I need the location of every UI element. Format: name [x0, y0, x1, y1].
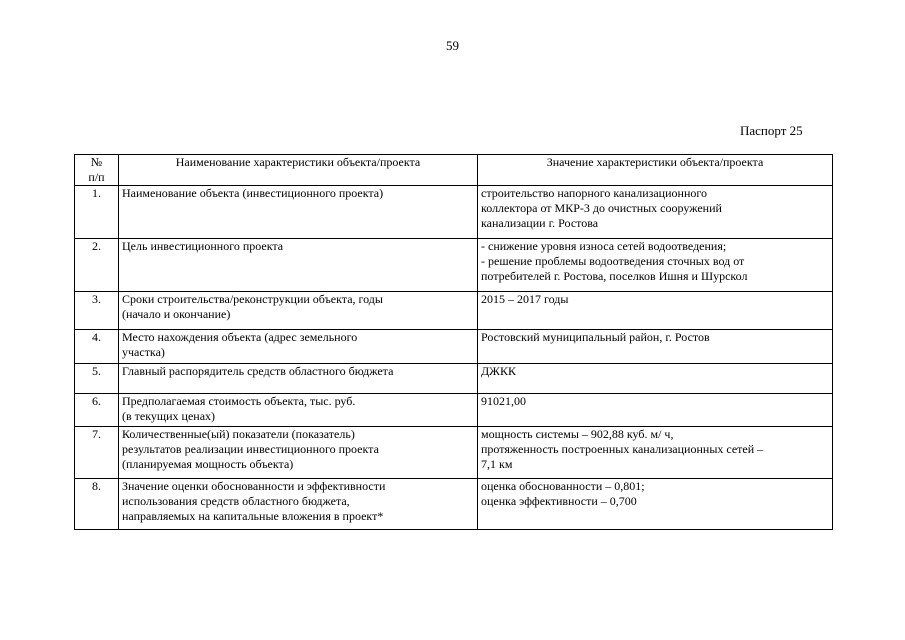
- table-row: [75, 394, 833, 427]
- passport-label: Паспорт 25: [740, 123, 803, 138]
- table-row: [75, 330, 833, 364]
- table-row: [75, 186, 833, 239]
- characteristic-value-line: коллектора от МКР-3 до очистных сооружений: [481, 201, 722, 215]
- characteristic-value-cell: [478, 479, 833, 530]
- characteristic-name-line: Наименование объекта (инвестиционного проекта): [122, 186, 384, 200]
- row-number-cell: 6.: [75, 394, 119, 427]
- characteristic-name-line: Главный распорядитель средств областного бюджета: [122, 364, 394, 378]
- characteristic-value-cell: [478, 292, 833, 330]
- characteristic-name-cell: [119, 479, 478, 530]
- characteristic-value-cell: [478, 330, 833, 364]
- characteristic-value-cell: [478, 427, 833, 479]
- table-row: [75, 479, 833, 530]
- characteristic-value-cell: [478, 186, 833, 239]
- characteristic-value-cell: [478, 364, 833, 394]
- characteristic-name-line: Место нахождения объекта (адрес земельного: [122, 330, 358, 344]
- characteristic-name-line: (начало и окончание): [122, 307, 231, 321]
- row-number-cell: 8.: [75, 479, 119, 530]
- characteristic-name-line: использования средств областного бюджета,: [122, 494, 350, 508]
- characteristic-name-line: Значение оценки обоснованности и эффективности: [122, 479, 386, 493]
- characteristic-value-line: Ростовский муниципальный район, г. Ростов: [481, 330, 710, 344]
- characteristic-value-line: ДЖКК: [481, 364, 516, 378]
- characteristic-value-cell: [478, 394, 833, 427]
- column-header-name: Наименование характеристики объекта/проекта: [119, 155, 478, 186]
- row-number-cell: 1.: [75, 186, 119, 239]
- characteristic-value-line: потребителей г. Ростова, поселков Ишня и Шурскол: [481, 269, 748, 283]
- passport-table: [74, 154, 833, 530]
- table-row: [75, 427, 833, 479]
- characteristic-name-cell: [119, 292, 478, 330]
- characteristic-name-cell: [119, 427, 478, 479]
- table-body: [75, 186, 833, 530]
- characteristic-value-line: 7,1 км: [481, 457, 513, 471]
- characteristic-name-cell: [119, 364, 478, 394]
- characteristic-value-line: 91021,00: [481, 394, 526, 408]
- column-header-number: [75, 155, 119, 186]
- characteristic-value-line: - решение проблемы водоотведения сточных вод от: [481, 254, 745, 268]
- characteristic-name-line: участка): [122, 345, 165, 359]
- characteristic-name-line: Цель инвестиционного проекта: [122, 239, 284, 253]
- column-header-value: Значение характеристики объекта/проекта: [478, 155, 833, 186]
- characteristic-name-cell: [119, 239, 478, 292]
- table-header-row: [75, 155, 833, 186]
- characteristic-value-line: оценка обоснованности – 0,801;: [481, 479, 645, 493]
- characteristic-value-line: канализации г. Ростова: [481, 216, 599, 230]
- row-number-cell: 4.: [75, 330, 119, 364]
- row-number-cell: 5.: [75, 364, 119, 394]
- characteristic-value-line: оценка эффективности – 0,700: [481, 494, 637, 508]
- characteristic-name-line: Сроки строительства/реконструкции объекта, годы: [122, 292, 383, 306]
- characteristic-name-cell: [119, 394, 478, 427]
- characteristic-name-line: (в текущих ценах): [122, 409, 216, 423]
- page-number: 59: [446, 38, 459, 53]
- table-row: [75, 239, 833, 292]
- characteristic-name-cell: [119, 330, 478, 364]
- characteristic-value-cell: [478, 239, 833, 292]
- characteristic-value-line: - снижение уровня износа сетей водоотведения;: [481, 239, 727, 253]
- characteristic-name-line: направляемых на капитальные вложения в проект*: [122, 509, 384, 523]
- row-number-cell: 7.: [75, 427, 119, 479]
- table-row: [75, 364, 833, 394]
- characteristic-name-cell: [119, 186, 478, 239]
- characteristic-name-line: Предполагаемая стоимость объекта, тыс. руб.: [122, 394, 356, 408]
- characteristic-name-line: (планируемая мощность объекта): [122, 457, 294, 471]
- table-row: [75, 292, 833, 330]
- characteristic-name-line: результатов реализации инвестиционного проекта: [122, 442, 379, 456]
- number-header-line: №: [90, 155, 103, 169]
- row-number-cell: 3.: [75, 292, 119, 330]
- characteristic-value-line: мощность системы – 902,88 куб. м/ ч,: [481, 427, 674, 441]
- characteristic-value-line: протяженность построенных канализационных сетей –: [481, 442, 764, 456]
- row-number-cell: 2.: [75, 239, 119, 292]
- characteristic-value-line: строительство напорного канализационного: [481, 186, 707, 200]
- characteristic-value-line: 2015 – 2017 годы: [481, 292, 569, 306]
- characteristic-name-line: Количественные(ый) показатели (показатель): [122, 427, 355, 441]
- number-header-line: п/п: [88, 170, 105, 184]
